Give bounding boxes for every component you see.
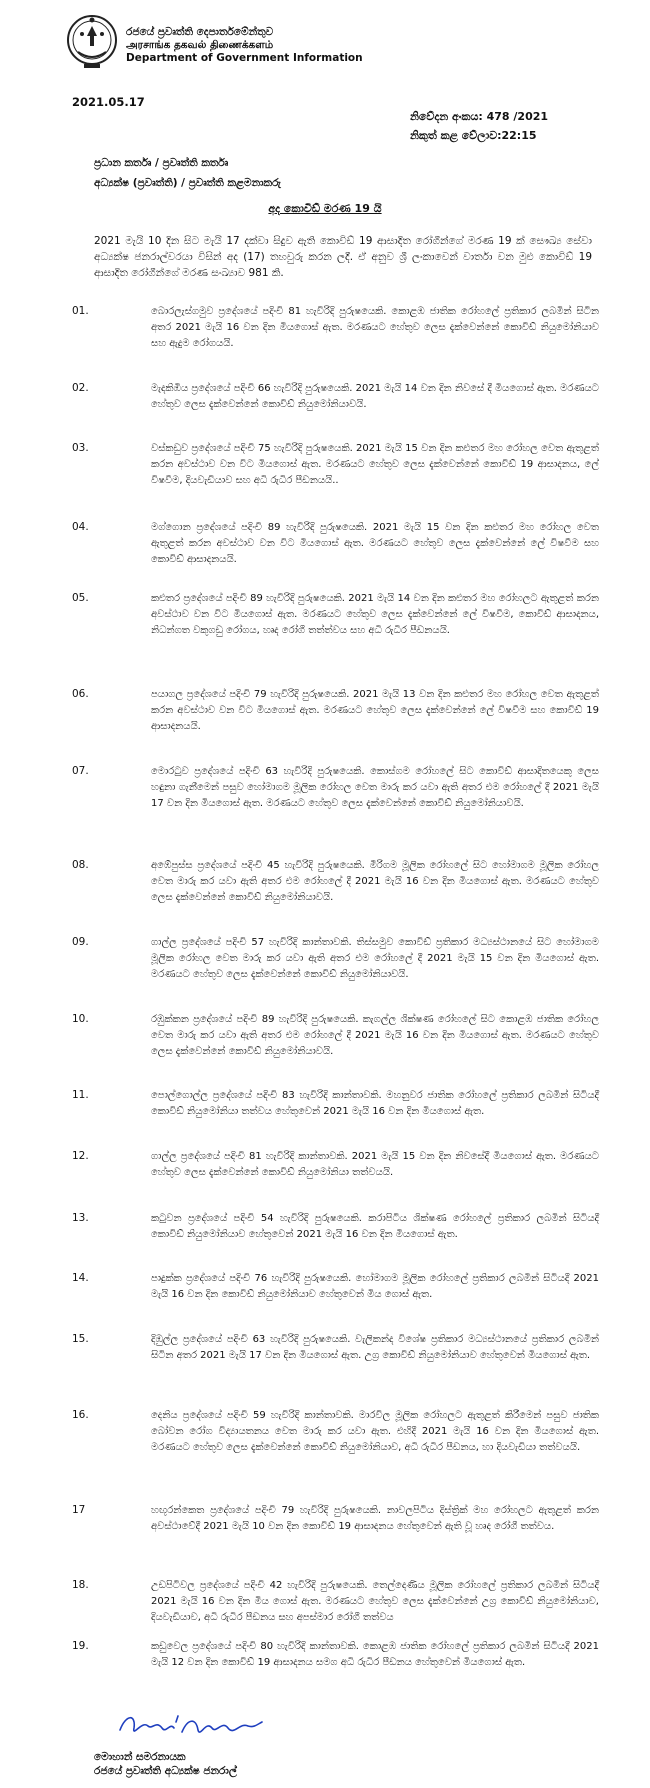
entry-text: කළුතර ප්‍රදේශයේ පදිංචි 89 හැවිරිදි පුරුෂයෙකි. 2021 මැයි 14 වන දින කළුතර මහ රෝහලට ඇතුළත් කරන අවස්ථාව වන විට මියගොස් ඇත. මරණයට හේතුව ලෙස දැක්වෙන්නේ ලේ විෂවීම, කොවිඩ් ආසාදනය, නිධන්ගත වකුගඩු රෝගය, හෘද රෝගී තත්ත්වය සහ අධි රුධිර පීඩනයයි. <box>151 593 599 636</box>
entry-text: වස්කඩුව ප්‍රදේශයේ පදිංචි 75 හැවිරිදි පුරුෂයෙකි. 2021 මැයි 15 වන දින කළුතර මහ රෝහල වෙත ඇතුළත් කරන අවස්ථාව වන විට මියගොස් ඇත. මරණයට හේතුව ලෙස දැක්වෙන්නේ කොවිඩ් 19 ආසාදනය, ලේ විෂවීම, දියවැඩියාව සහ අධි රුධිර පීඩනයයි.. <box>151 443 599 486</box>
page-title: අද කොවිඩ් මරණ 19 යි <box>268 202 382 215</box>
recipient-line-1: ප්‍රධාන කර්තෘ / ප්‍රවෘත්ති කර්තෘ <box>94 157 229 169</box>
release-time: නිකුත් කළ වේලාව:22:15 <box>410 129 537 142</box>
entry-number: 13. <box>72 1212 89 1224</box>
entry-number: 10. <box>72 1013 89 1025</box>
entry-number: 17 <box>72 1504 86 1516</box>
department-name-tamil: அரசாங்க தகவல் திணைக்களம் <box>126 39 274 51</box>
entry-text: රඹුක්කන ප්‍රදේශයේ පදිංචි 89 හැවිරිදි පුරුෂයෙකි. කැගල්ල ශික්ෂණ රෝහලේ සිට කොළඹ ජාතික රෝහල වෙත මාරු කර යවා ඇති අතර එම රෝහලේ දී 2021 මැයි 16 වන දින මියගොස් ඇත. මරණයට හේතුව ලෙස දැක්වෙන්නේ කොවිඩ් නියුමෝනියාවයි. <box>151 1014 599 1057</box>
entry-number: 15. <box>72 1333 89 1345</box>
entry-text: මැදකිඹිය ප්‍රදේශයේ පදිංචි 66 හැවිරිදි පුරුෂයෙකි. 2021 මැයි 14 වන දින නිවසේ දී මියගොස් ඇත. මරණයට හේතුව ලෙස දැක්වෙන්නේ කොවිඩ් නියුමෝනියාවයි. <box>151 383 599 410</box>
entry-text: මොරටුව ප්‍රදේශයේ පදිංචි 63 හැවිරිදි පුරුෂයෙකි. කොස්ගම රෝහලේ සිට කොවිඩ් ආසාදිතයෙකු ලෙස හඳුනා ගැනීමෙන් පසුව හෝමාගම මූලික රෝහල වෙත මාරු කර යවා ඇති අතර එම රෝහලේ දී 2021 මැයි 17 වන දින මියගොස් ඇත. මරණයට හේතුව ලෙස දැක්වෙන්නේ කොවිඩ් නියුමෝනියාවයි. <box>151 766 599 809</box>
signatory-title: රජයේ ප්‍රවෘත්ති අධ්‍යක්ෂ ජනරාල් <box>94 1765 237 1777</box>
national-emblem-icon <box>64 12 120 70</box>
release-number: නිවේදන අංකය: 478 /2021 <box>410 110 549 123</box>
signatory-name: මොහාන් සමරනායක <box>94 1751 186 1763</box>
entry-number: 07. <box>72 765 89 777</box>
entry-text: පොල්ගොල්ල ප්‍රදේශයේ පදිංචි 83 හැවිරිදි කාන්තාවකි. මහනුවර ජාතික රෝහලේ ප්‍රතිකාර ලබමින් සිටියදී කොවිඩ් නියුමෝනියා තත්වය හේතුවෙන් 2021 මැයි 16 වන දින මියගොස් ඇත. <box>151 1090 599 1117</box>
entry-text: හඟුරන්කෙත ප්‍රදේශයේ පදිංචි 79 හැවිරිදි පුරුෂයෙකි. නාවලපිටිය දිස්ත්‍රික් මහ රෝහලට ඇතුළත් කරන අවස්ථාවේදී 2021 මැයි 10 වන දින කොවිඩ් 19 ආසාදනය හේතුවෙන් ඇති වූ හෘද රෝගී තත්වය. <box>151 1505 599 1532</box>
entry-text: කඩුවෙල ප්‍රදේශයේ පදිංචි 80 හැවිරිදි කාන්තාවකි. කොළඹ ජාතික රෝහලේ ප්‍රතිකාර ලබමින් සිටියදී 2021 මැයි 12 වන දින කොවිඩ් 19 ආසාදනය සමග අධි රුධිර පීඩනය හේතුවෙන් මියගොස් ඇත. <box>151 1641 599 1668</box>
entry-text: අඹේපුස්ස ප්‍රදේශයේ පදිංචි 45 හැවිරිදි පුරුෂයෙකි. මීරිගම මූලික රෝහලේ සිට හෝමාගම මූලික රෝහල වෙත මාරු කර යවා ඇති අතර එම රෝහලේ දී 2021 මැයි 16 වන දින මියගොස් ඇත. මරණයට හේතුව ලෙස දැක්වෙන්නේ කොවිඩ් නියුමෝනියාවයි. <box>151 860 599 903</box>
recipient-line-2: අධ්‍යක්ෂ (ප්‍රවෘත්ති) / ප්‍රවෘත්ති කළමනාකරු <box>94 177 281 189</box>
entry-text: දෙනිය ප්‍රදේශයේ පදිංචි 59 හැවිරිදි කාන්තාවකි. මාරවිල මූලික රෝහලට ඇතුළත් කිරීමෙන් පසුව ජාතික බෝවන රෝග විද්‍යායතනය වෙත මාරු කර යවා ඇත. එහිදී 2021 මැයි 16 වන දින මියගොස් ඇත. මරණයට හේතුව ලෙස දැක්වෙන්නේ කොවිඩ් නියුමෝනියාව, අධි රුධිර පීඩනය, හා දියවැඩියා තත්වයයි. <box>151 1410 599 1453</box>
entry-number: 16. <box>72 1409 89 1421</box>
release-date: 2021.05.17 <box>72 95 145 109</box>
entry-text: කටුවන ප්‍රදේශයේ පදිංචි 54 හැවිරිදි පුරුෂයෙකි. කරාපිටිය ශික්ෂණ රෝහලේ ප්‍රතිකාර ලබමින් සිටියදී කොවිඩ් නියුමෝනියාව හේතුවෙන් 2021 මැයි 16 වන දින මියගොස් ඇත. <box>151 1213 599 1240</box>
entry-number: 01. <box>72 305 89 317</box>
entry-text: දිඹුල්ල ප්‍රදේශයේ පදිංචි 63 හැවිරිදි පුරුෂයෙකි. වැලිකන්ද විශේෂ ප්‍රතිකාර මධ්‍යස්ථානයේ ප්‍රතිකාර ලබමින් සිටින අතර 2021 මැයි 17 වන දින මියගොස් ඇත. උග්‍ර කොවිඩ් නියුමෝනියාව හේතුවෙන් මියගොස් ඇත. <box>151 1334 599 1361</box>
entry-number: 06. <box>72 688 89 700</box>
entry-number: 11. <box>72 1089 89 1101</box>
entry-number: 09. <box>72 936 89 948</box>
intro-paragraph: 2021 මැයි 10 දින සිට මැයි 17 දක්වා සිදුව ඇති කොවිඩ් 19 ආසාදිත රෝගීන්ගේ මරණ 19 ක් සෞඛ්‍ය සේවා අධ්‍යක්ෂ ජනරාල්වරයා විසින් අද (17) තහවුරු කරන ලදී. ඒ අනුව ශ්‍රී ලංකාවෙන් වාර්තා වන මුළු කොවිඩ් 19 ආසාදිත රෝගීන්ගේ මරණ සංඛ්‍යාව 981 කි. <box>94 235 592 279</box>
entry-number: 19. <box>72 1640 89 1652</box>
entry-number: 03. <box>72 442 89 454</box>
entry-number: 08. <box>72 859 89 871</box>
entry-text: ගාල්ල ප්‍රදේශයේ පදිංචි 57 හැවිරිදි කාන්තාවකි. තිස්සමුව කොවිඩ් ප්‍රතිකාර මධ්‍යස්ථානයේ සිට හෝමාගම මූලික රෝහල වෙත මාරු කර යවා ඇති අතර එම රෝහලේ දී 2021 මැයි 15 වන දින මියගොස් ඇත. මරණයට හේතුව ලෙස දැක්වෙන්නේ කොවිඩ් නියුමෝනියාවයි. <box>151 937 599 980</box>
entry-number: 05. <box>72 592 89 604</box>
signature <box>116 1708 266 1744</box>
entry-number: 12. <box>72 1150 89 1162</box>
entry-number: 04. <box>72 521 89 533</box>
entry-text: පයාගල ප්‍රදේශයේ පදිංචි 79 හැවිරිදි පුරුෂයෙකි. 2021 මැයි 13 වන දින කළුතර මහ රෝහල වෙත ඇතුළත් කරන අවස්ථාව වන විට මියගොස් ඇත. මරණයට හේතුව ලෙස දැක්වෙන්නේ ලේ විෂවීම සහ කොවිඩ් 19 ආසාදනයයි. <box>151 689 599 732</box>
entry-text: මග්ගොන ප්‍රදේශයේ පදිංචි 89 හැවිරිදි පුරුෂයෙකි. 2021 මැයි 15 වන දින කළුතර මහ රෝහල වෙත ඇතුළත් කරන අවස්ථාව වන විට මියගොස් ඇත. මරණයට හේතුව ලෙස දැක්වෙන්නේ ලේ විෂවීම සහ කොවිඩ් ආසාදනයයි. <box>151 522 599 565</box>
entry-number: 18. <box>72 1579 89 1591</box>
entry-text: උඩපිටිවල ප්‍රදේශයේ පදිංචි 42 හැවිරිදි පුරුෂයෙකි. තෙල්දෙණිය මූලික රෝහලේ ප්‍රතිකාර ලබමින් සිටියදී 2021 මැයි 16 වන දින මිය ගොස් ඇත. මරණයට හේතුව ලෙස දැක්වෙන්නේ උග්‍ර කොවිඩ් නියුමෝනියාව, දියවැඩියාව, අධි රුධිර පීඩනය සහ අපස්මාර රෝගී තත්වය <box>151 1580 599 1623</box>
entry-text: බොරලැස්ගමුව ප්‍රදේශයේ පදිංචි 81 හැවිරිදි පුරුෂයෙකි. කොළඹ ජාතික රෝහලේ ප්‍රතිකාර ලබමින් සිටින අතර 2021 මැයි 16 වන දින මියගොස් ඇත. මරණයට හේතුව ලෙස දැක්වෙන්නේ කොවිඩ් නියුමෝනියාව සහ ඇදුම රෝගයයි. <box>151 306 599 349</box>
department-name-sinhala: රජයේ ප්‍රවෘත්ති දෙපාර්තමේන්තුව <box>126 26 274 38</box>
entry-number: 14. <box>72 1272 89 1284</box>
entry-text: ගාල්ල ප්‍රදේශයේ පදිංචි 81 හැවිරිදි කාන්තාවකි. 2021 මැයි 15 වන දින නිවසේදී මියගොස් ඇත. මරණයට හේතුව ලෙස දැක්වෙන්නේ කොවිඩ් නියුමෝනියා තත්වයයි. <box>151 1151 599 1178</box>
entry-number: 02. <box>72 382 89 394</box>
department-name-english: Department of Government Information <box>126 52 363 64</box>
entry-text: පාදුක්ක ප්‍රදේශයේ පදිංචි 76 හැවිරිදි පුරුෂයෙකි. හෝමාගම මූලික රෝහලේ ප්‍රතිකාර ලබමින් සිටියදී 2021 මැයි 16 වන දින කොවිඩ් නියුමෝනියාව හේතුවෙන් මිය ගොස් ඇත. <box>151 1273 599 1300</box>
